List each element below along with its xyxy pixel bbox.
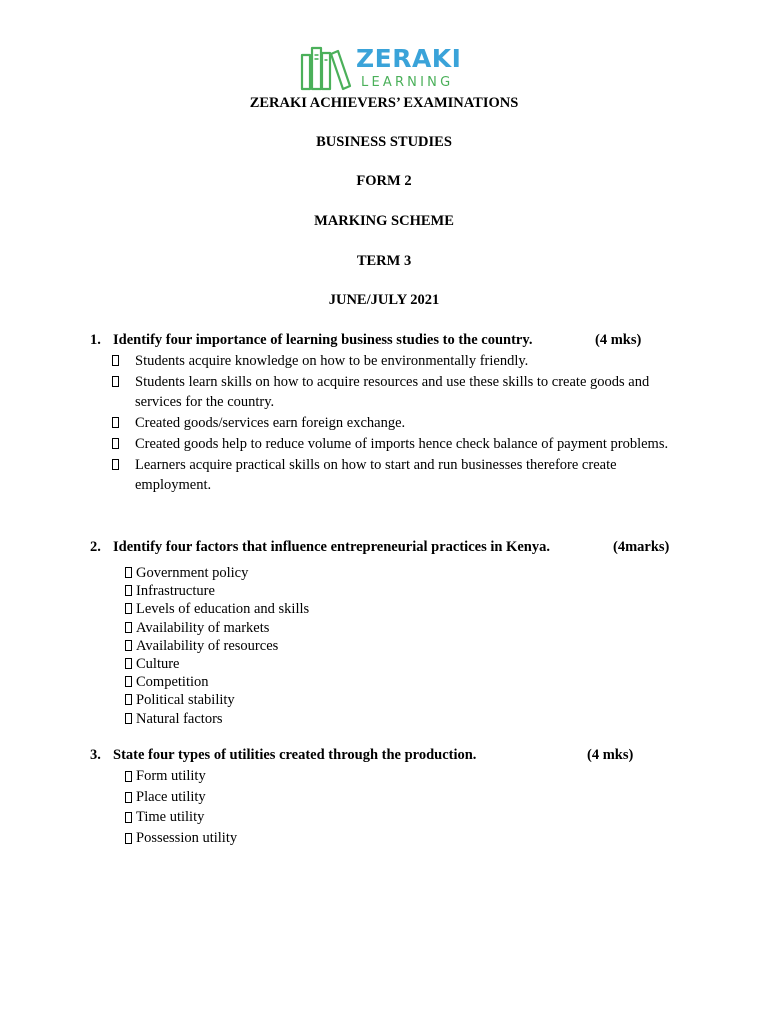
answer-item	[124, 766, 237, 787]
answer-item	[124, 582, 309, 600]
answer-text: Culture	[136, 656, 180, 673]
answer-item	[124, 637, 309, 655]
bullet-box-icon	[112, 417, 119, 428]
answer-text: Created goods help to reduce volume of imports hence check balance of payment problems.	[135, 435, 669, 452]
question-marks: (4 mks)	[595, 332, 642, 348]
question-marks: (4 mks)	[587, 747, 634, 763]
question-number: 2.	[90, 539, 101, 555]
exam-title: ZERAKI ACHIEVERS’ EXAMINATIONS	[249, 95, 519, 111]
subject-title: BUSINESS STUDIES	[316, 134, 452, 150]
answer-text: Time utility	[136, 809, 205, 826]
logo-sub-text: LEARNING	[361, 75, 454, 90]
bullet-box-icon	[125, 603, 132, 614]
bullet-box-icon	[125, 833, 132, 844]
answer-text: Students learn skills on how to acquire resources and use these skills to create goods and services for the country.	[135, 373, 650, 411]
bullet-box-icon	[125, 622, 132, 633]
bullet-box-icon	[125, 771, 132, 782]
answer-text: Possession utility	[136, 830, 238, 847]
answer-text: Natural factors	[136, 710, 223, 727]
bullet-box-icon	[125, 694, 132, 705]
answer-text: Availability of markets	[136, 619, 270, 636]
bullet-box-icon	[125, 812, 132, 823]
answer-text: Infrastructure	[136, 583, 215, 600]
bullet-box-icon	[125, 792, 132, 803]
answer-item	[124, 673, 309, 691]
question-number: 3.	[90, 747, 101, 763]
zeraki-logo	[300, 45, 472, 93]
answer-list-2	[124, 564, 309, 728]
bullet-box-icon	[125, 713, 132, 724]
answer-text: Created goods/services earn foreign exchange.	[135, 415, 406, 432]
answer-item	[124, 691, 309, 709]
answer-item	[124, 710, 309, 728]
answer-text: Competition	[136, 674, 209, 691]
term-title: TERM 3	[356, 253, 412, 269]
exam-date: JUNE/JULY 2021	[328, 292, 440, 308]
answer-item	[124, 600, 309, 618]
bullet-box-icon	[125, 658, 132, 669]
logo-brand-text: ZERAKI	[356, 44, 462, 73]
answer-item	[112, 455, 672, 496]
bullet-box-icon	[112, 459, 119, 470]
bullet-box-icon	[125, 567, 132, 578]
bullet-box-icon	[112, 355, 119, 366]
answer-item	[124, 828, 237, 849]
answer-item	[124, 564, 309, 582]
answer-text: Learners acquire practical skills on how to start and run businesses therefore create employment.	[135, 456, 617, 494]
bullet-box-icon	[125, 640, 132, 651]
bullet-box-icon	[125, 676, 132, 687]
answer-item	[112, 372, 672, 413]
question-text: Identify four factors that influence entrepreneurial practices in Kenya.	[113, 539, 550, 555]
answer-item	[112, 351, 672, 372]
answer-text: Political stability	[136, 692, 235, 709]
form-title: FORM 2	[356, 173, 412, 189]
bullet-box-icon	[112, 438, 119, 449]
answer-text: Availability of resources	[136, 637, 279, 654]
answer-list-1	[112, 351, 672, 496]
books-icon	[300, 45, 352, 93]
answer-text: Levels of education and skills	[136, 601, 310, 618]
question-marks: (4marks)	[613, 539, 670, 555]
question-number: 1.	[90, 332, 101, 348]
answer-item	[124, 807, 237, 828]
bullet-box-icon	[125, 585, 132, 596]
question-text: Identify four importance of learning business studies to the country.	[113, 332, 533, 348]
answer-item	[112, 413, 672, 434]
document-type: MARKING SCHEME	[314, 213, 454, 229]
answer-text: Form utility	[136, 768, 206, 784]
answer-text: Students acquire knowledge on how to be environmentally friendly.	[135, 353, 529, 369]
answer-item	[112, 434, 672, 455]
bullet-box-icon	[112, 376, 119, 387]
answer-text: Government policy	[136, 565, 249, 581]
answer-item	[124, 655, 309, 673]
answer-list-3	[124, 766, 237, 849]
answer-text: Place utility	[136, 788, 206, 805]
answer-item	[124, 619, 309, 637]
answer-item	[124, 787, 237, 808]
question-text: State four types of utilities created through the production.	[113, 747, 477, 763]
